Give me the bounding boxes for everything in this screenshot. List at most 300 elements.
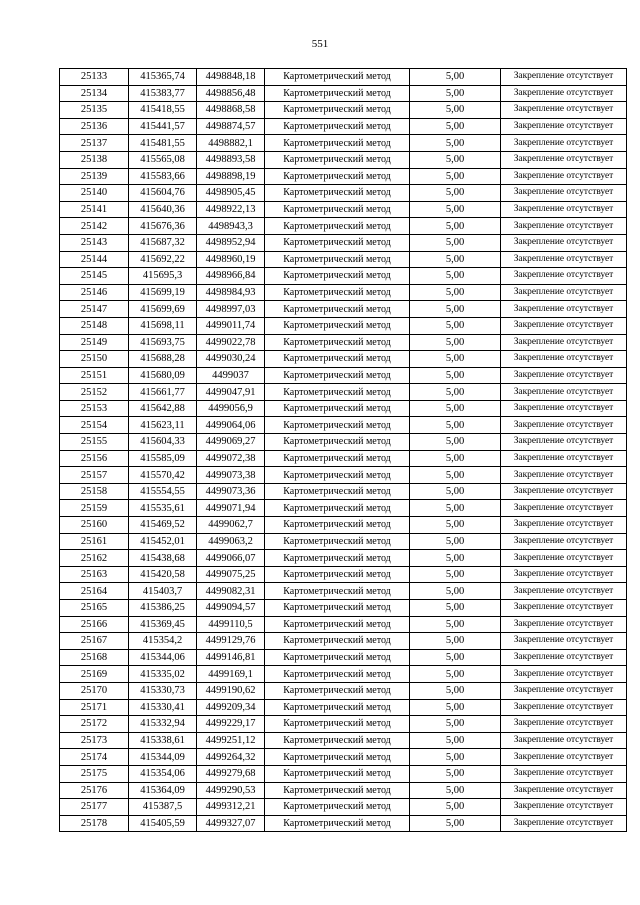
x-coordinate-cell: 415441,57 <box>129 118 197 135</box>
table-row <box>60 500 627 517</box>
fixing-description-cell: Закрепление отсутствует <box>501 682 627 699</box>
y-coordinate-cell: 4499229,17 <box>197 716 265 733</box>
table-row <box>60 400 627 417</box>
method-cell: Картометрический метод <box>265 102 410 119</box>
point-number-cell: 25178 <box>60 815 129 832</box>
method-cell: Картометрический метод <box>265 500 410 517</box>
point-number-cell: 25133 <box>60 69 129 86</box>
table-row <box>60 417 627 434</box>
x-coordinate-cell: 415565,08 <box>129 151 197 168</box>
method-cell: Картометрический метод <box>265 716 410 733</box>
accuracy-cell: 5,00 <box>410 384 501 401</box>
fixing-description-cell: Закрепление отсутствует <box>501 699 627 716</box>
fixing-description-cell: Закрепление отсутствует <box>501 85 627 102</box>
method-cell: Картометрический метод <box>265 334 410 351</box>
accuracy-cell: 5,00 <box>410 218 501 235</box>
table-row <box>60 268 627 285</box>
y-coordinate-cell: 4498848,18 <box>197 69 265 86</box>
method-cell: Картометрический метод <box>265 699 410 716</box>
x-coordinate-cell: 415418,55 <box>129 102 197 119</box>
fixing-description-cell: Закрепление отсутствует <box>501 168 627 185</box>
fixing-description-cell: Закрепление отсутствует <box>501 434 627 451</box>
point-number-cell: 25143 <box>60 234 129 251</box>
table-row <box>60 583 627 600</box>
y-coordinate-cell: 4498966,84 <box>197 268 265 285</box>
fixing-description-cell: Закрепление отсутствует <box>501 69 627 86</box>
point-number-cell: 25146 <box>60 284 129 301</box>
table-row <box>60 201 627 218</box>
table-row <box>60 69 627 86</box>
table-row <box>60 234 627 251</box>
accuracy-cell: 5,00 <box>410 782 501 799</box>
fixing-description-cell: Закрепление отсутствует <box>501 367 627 384</box>
point-number-cell: 25154 <box>60 417 129 434</box>
fixing-description-cell: Закрепление отсутствует <box>501 483 627 500</box>
accuracy-cell: 5,00 <box>410 168 501 185</box>
method-cell: Картометрический метод <box>265 749 410 766</box>
y-coordinate-cell: 4498868,58 <box>197 102 265 119</box>
method-cell: Картометрический метод <box>265 185 410 202</box>
fixing-description-cell: Закрепление отсутствует <box>501 583 627 600</box>
accuracy-cell: 5,00 <box>410 185 501 202</box>
accuracy-cell: 5,00 <box>410 234 501 251</box>
table-row <box>60 550 627 567</box>
accuracy-cell: 5,00 <box>410 367 501 384</box>
method-cell: Картометрический метод <box>265 517 410 534</box>
accuracy-cell: 5,00 <box>410 301 501 318</box>
method-cell: Картометрический метод <box>265 649 410 666</box>
table-row <box>60 749 627 766</box>
accuracy-cell: 5,00 <box>410 135 501 152</box>
point-number-cell: 25137 <box>60 135 129 152</box>
accuracy-cell: 5,00 <box>410 400 501 417</box>
accuracy-cell: 5,00 <box>410 334 501 351</box>
fixing-description-cell: Закрепление отсутствует <box>501 799 627 816</box>
point-number-cell: 25160 <box>60 517 129 534</box>
y-coordinate-cell: 4498922,13 <box>197 201 265 218</box>
method-cell: Картометрический метод <box>265 450 410 467</box>
y-coordinate-cell: 4499037 <box>197 367 265 384</box>
point-number-cell: 25138 <box>60 151 129 168</box>
fixing-description-cell: Закрепление отсутствует <box>501 351 627 368</box>
x-coordinate-cell: 415692,22 <box>129 251 197 268</box>
y-coordinate-cell: 4499279,68 <box>197 765 265 782</box>
x-coordinate-cell: 415570,42 <box>129 467 197 484</box>
y-coordinate-cell: 4499030,24 <box>197 351 265 368</box>
accuracy-cell: 5,00 <box>410 483 501 500</box>
table-row <box>60 384 627 401</box>
fixing-description-cell: Закрепление отсутствует <box>501 251 627 268</box>
table-row <box>60 151 627 168</box>
point-number-cell: 25175 <box>60 765 129 782</box>
table-row <box>60 815 627 832</box>
y-coordinate-cell: 4499129,76 <box>197 633 265 650</box>
method-cell: Картометрический метод <box>265 483 410 500</box>
table-row <box>60 102 627 119</box>
table-row <box>60 682 627 699</box>
table-row <box>60 135 627 152</box>
y-coordinate-cell: 4499110,5 <box>197 616 265 633</box>
x-coordinate-cell: 415354,2 <box>129 633 197 650</box>
point-number-cell: 25134 <box>60 85 129 102</box>
method-cell: Картометрический метод <box>265 583 410 600</box>
x-coordinate-cell: 415583,66 <box>129 168 197 185</box>
x-coordinate-cell: 415469,52 <box>129 517 197 534</box>
point-number-cell: 25135 <box>60 102 129 119</box>
y-coordinate-cell: 4498874,57 <box>197 118 265 135</box>
method-cell: Картометрический метод <box>265 799 410 816</box>
y-coordinate-cell: 4498984,93 <box>197 284 265 301</box>
fixing-description-cell: Закрепление отсутствует <box>501 533 627 550</box>
x-coordinate-cell: 415661,77 <box>129 384 197 401</box>
table-row <box>60 168 627 185</box>
x-coordinate-cell: 415535,61 <box>129 500 197 517</box>
table-row <box>60 799 627 816</box>
accuracy-cell: 5,00 <box>410 201 501 218</box>
y-coordinate-cell: 4499327,07 <box>197 815 265 832</box>
x-coordinate-cell: 415699,69 <box>129 301 197 318</box>
fixing-description-cell: Закрепление отсутствует <box>501 201 627 218</box>
accuracy-cell: 5,00 <box>410 251 501 268</box>
accuracy-cell: 5,00 <box>410 500 501 517</box>
method-cell: Картометрический метод <box>265 566 410 583</box>
accuracy-cell: 5,00 <box>410 799 501 816</box>
coordinates-table <box>59 68 627 832</box>
point-number-cell: 25167 <box>60 633 129 650</box>
point-number-cell: 25144 <box>60 251 129 268</box>
method-cell: Картометрический метод <box>265 765 410 782</box>
y-coordinate-cell: 4499047,91 <box>197 384 265 401</box>
x-coordinate-cell: 415386,25 <box>129 600 197 617</box>
y-coordinate-cell: 4498882,1 <box>197 135 265 152</box>
fixing-description-cell: Закрепление отсутствует <box>501 118 627 135</box>
method-cell: Картометрический метод <box>265 782 410 799</box>
table-row <box>60 666 627 683</box>
y-coordinate-cell: 4499069,27 <box>197 434 265 451</box>
fixing-description-cell: Закрепление отсутствует <box>501 732 627 749</box>
accuracy-cell: 5,00 <box>410 517 501 534</box>
x-coordinate-cell: 415420,58 <box>129 566 197 583</box>
x-coordinate-cell: 415698,11 <box>129 317 197 334</box>
y-coordinate-cell: 4499073,38 <box>197 467 265 484</box>
accuracy-cell: 5,00 <box>410 434 501 451</box>
y-coordinate-cell: 4498856,48 <box>197 85 265 102</box>
table-row <box>60 616 627 633</box>
table-row <box>60 317 627 334</box>
point-number-cell: 25158 <box>60 483 129 500</box>
x-coordinate-cell: 415405,59 <box>129 815 197 832</box>
accuracy-cell: 5,00 <box>410 533 501 550</box>
x-coordinate-cell: 415403,7 <box>129 583 197 600</box>
x-coordinate-cell: 415330,41 <box>129 699 197 716</box>
point-number-cell: 25147 <box>60 301 129 318</box>
x-coordinate-cell: 415687,32 <box>129 234 197 251</box>
table-row <box>60 301 627 318</box>
point-number-cell: 25155 <box>60 434 129 451</box>
method-cell: Картометрический метод <box>265 284 410 301</box>
table-row <box>60 533 627 550</box>
accuracy-cell: 5,00 <box>410 118 501 135</box>
accuracy-cell: 5,00 <box>410 616 501 633</box>
table-row <box>60 450 627 467</box>
fixing-description-cell: Закрепление отсутствует <box>501 185 627 202</box>
fixing-description-cell: Закрепление отсутствует <box>501 467 627 484</box>
point-number-cell: 25176 <box>60 782 129 799</box>
y-coordinate-cell: 4499066,07 <box>197 550 265 567</box>
y-coordinate-cell: 4498893,58 <box>197 151 265 168</box>
fixing-description-cell: Закрепление отсутствует <box>501 600 627 617</box>
x-coordinate-cell: 415680,09 <box>129 367 197 384</box>
fixing-description-cell: Закрепление отсутствует <box>501 268 627 285</box>
x-coordinate-cell: 415623,11 <box>129 417 197 434</box>
y-coordinate-cell: 4499022,78 <box>197 334 265 351</box>
point-number-cell: 25168 <box>60 649 129 666</box>
table-row <box>60 351 627 368</box>
y-coordinate-cell: 4499290,53 <box>197 782 265 799</box>
accuracy-cell: 5,00 <box>410 732 501 749</box>
x-coordinate-cell: 415330,73 <box>129 682 197 699</box>
method-cell: Картометрический метод <box>265 168 410 185</box>
method-cell: Картометрический метод <box>265 384 410 401</box>
fixing-description-cell: Закрепление отсутствует <box>501 417 627 434</box>
accuracy-cell: 5,00 <box>410 317 501 334</box>
method-cell: Картометрический метод <box>265 201 410 218</box>
point-number-cell: 25145 <box>60 268 129 285</box>
method-cell: Картометрический метод <box>265 151 410 168</box>
accuracy-cell: 5,00 <box>410 268 501 285</box>
point-number-cell: 25164 <box>60 583 129 600</box>
point-number-cell: 25156 <box>60 450 129 467</box>
method-cell: Картометрический метод <box>265 616 410 633</box>
y-coordinate-cell: 4499063,2 <box>197 533 265 550</box>
y-coordinate-cell: 4499082,31 <box>197 583 265 600</box>
y-coordinate-cell: 4499011,74 <box>197 317 265 334</box>
point-number-cell: 25151 <box>60 367 129 384</box>
point-number-cell: 25136 <box>60 118 129 135</box>
table-row <box>60 699 627 716</box>
accuracy-cell: 5,00 <box>410 85 501 102</box>
method-cell: Картометрический метод <box>265 633 410 650</box>
accuracy-cell: 5,00 <box>410 284 501 301</box>
fixing-description-cell: Закрепление отсутствует <box>501 749 627 766</box>
accuracy-cell: 5,00 <box>410 666 501 683</box>
x-coordinate-cell: 415335,02 <box>129 666 197 683</box>
x-coordinate-cell: 415354,06 <box>129 765 197 782</box>
table-row <box>60 716 627 733</box>
method-cell: Картометрический метод <box>265 218 410 235</box>
fixing-description-cell: Закрепление отсутствует <box>501 649 627 666</box>
accuracy-cell: 5,00 <box>410 69 501 86</box>
x-coordinate-cell: 415344,06 <box>129 649 197 666</box>
y-coordinate-cell: 4499169,1 <box>197 666 265 683</box>
x-coordinate-cell: 415693,75 <box>129 334 197 351</box>
fixing-description-cell: Закрепление отсутствует <box>501 400 627 417</box>
point-number-cell: 25140 <box>60 185 129 202</box>
y-coordinate-cell: 4499264,32 <box>197 749 265 766</box>
method-cell: Картометрический метод <box>265 467 410 484</box>
point-number-cell: 25163 <box>60 566 129 583</box>
fixing-description-cell: Закрепление отсутствует <box>501 616 627 633</box>
y-coordinate-cell: 4498952,94 <box>197 234 265 251</box>
table-row <box>60 782 627 799</box>
point-number-cell: 25170 <box>60 682 129 699</box>
x-coordinate-cell: 415452,01 <box>129 533 197 550</box>
method-cell: Картометрический метод <box>265 118 410 135</box>
point-number-cell: 25173 <box>60 732 129 749</box>
accuracy-cell: 5,00 <box>410 566 501 583</box>
x-coordinate-cell: 415438,68 <box>129 550 197 567</box>
table-row <box>60 367 627 384</box>
x-coordinate-cell: 415332,94 <box>129 716 197 733</box>
fixing-description-cell: Закрепление отсутствует <box>501 517 627 534</box>
x-coordinate-cell: 415369,45 <box>129 616 197 633</box>
accuracy-cell: 5,00 <box>410 649 501 666</box>
fixing-description-cell: Закрепление отсутствует <box>501 218 627 235</box>
table-row <box>60 218 627 235</box>
x-coordinate-cell: 415676,36 <box>129 218 197 235</box>
method-cell: Картометрический метод <box>265 600 410 617</box>
x-coordinate-cell: 415604,33 <box>129 434 197 451</box>
y-coordinate-cell: 4498997,03 <box>197 301 265 318</box>
accuracy-cell: 5,00 <box>410 467 501 484</box>
fixing-description-cell: Закрепление отсутствует <box>501 135 627 152</box>
x-coordinate-cell: 415642,88 <box>129 400 197 417</box>
method-cell: Картометрический метод <box>265 417 410 434</box>
method-cell: Картометрический метод <box>265 69 410 86</box>
point-number-cell: 25161 <box>60 533 129 550</box>
accuracy-cell: 5,00 <box>410 716 501 733</box>
point-number-cell: 25157 <box>60 467 129 484</box>
method-cell: Картометрический метод <box>265 268 410 285</box>
accuracy-cell: 5,00 <box>410 600 501 617</box>
accuracy-cell: 5,00 <box>410 550 501 567</box>
table-row <box>60 732 627 749</box>
method-cell: Картометрический метод <box>265 301 410 318</box>
y-coordinate-cell: 4499075,25 <box>197 566 265 583</box>
fixing-description-cell: Закрепление отсутствует <box>501 716 627 733</box>
y-coordinate-cell: 4499209,34 <box>197 699 265 716</box>
fixing-description-cell: Закрепление отсутствует <box>501 384 627 401</box>
table-row <box>60 185 627 202</box>
point-number-cell: 25139 <box>60 168 129 185</box>
coordinates-table-body <box>60 69 627 832</box>
y-coordinate-cell: 4499056,9 <box>197 400 265 417</box>
x-coordinate-cell: 415585,09 <box>129 450 197 467</box>
point-number-cell: 25149 <box>60 334 129 351</box>
table-row <box>60 85 627 102</box>
method-cell: Картометрический метод <box>265 400 410 417</box>
accuracy-cell: 5,00 <box>410 417 501 434</box>
point-number-cell: 25166 <box>60 616 129 633</box>
method-cell: Картометрический метод <box>265 732 410 749</box>
accuracy-cell: 5,00 <box>410 682 501 699</box>
point-number-cell: 25142 <box>60 218 129 235</box>
table-row <box>60 649 627 666</box>
x-coordinate-cell: 415387,5 <box>129 799 197 816</box>
point-number-cell: 25152 <box>60 384 129 401</box>
point-number-cell: 25177 <box>60 799 129 816</box>
x-coordinate-cell: 415344,09 <box>129 749 197 766</box>
method-cell: Картометрический метод <box>265 351 410 368</box>
fixing-description-cell: Закрепление отсутствует <box>501 301 627 318</box>
fixing-description-cell: Закрепление отсутствует <box>501 633 627 650</box>
accuracy-cell: 5,00 <box>410 699 501 716</box>
accuracy-cell: 5,00 <box>410 749 501 766</box>
fixing-description-cell: Закрепление отсутствует <box>501 815 627 832</box>
x-coordinate-cell: 415338,61 <box>129 732 197 749</box>
accuracy-cell: 5,00 <box>410 583 501 600</box>
point-number-cell: 25171 <box>60 699 129 716</box>
point-number-cell: 25150 <box>60 351 129 368</box>
accuracy-cell: 5,00 <box>410 151 501 168</box>
table-row <box>60 334 627 351</box>
fixing-description-cell: Закрепление отсутствует <box>501 566 627 583</box>
point-number-cell: 25141 <box>60 201 129 218</box>
y-coordinate-cell: 4499146,81 <box>197 649 265 666</box>
y-coordinate-cell: 4499094,57 <box>197 600 265 617</box>
y-coordinate-cell: 4499251,12 <box>197 732 265 749</box>
table-row <box>60 284 627 301</box>
fixing-description-cell: Закрепление отсутствует <box>501 102 627 119</box>
y-coordinate-cell: 4499062,7 <box>197 517 265 534</box>
method-cell: Картометрический метод <box>265 533 410 550</box>
x-coordinate-cell: 415640,36 <box>129 201 197 218</box>
x-coordinate-cell: 415604,76 <box>129 185 197 202</box>
page-number: 551 <box>311 38 329 50</box>
y-coordinate-cell: 4499073,36 <box>197 483 265 500</box>
table-row <box>60 118 627 135</box>
method-cell: Картометрический метод <box>265 135 410 152</box>
table-row <box>60 251 627 268</box>
table-row <box>60 483 627 500</box>
fixing-description-cell: Закрепление отсутствует <box>501 284 627 301</box>
x-coordinate-cell: 415481,55 <box>129 135 197 152</box>
table-row <box>60 434 627 451</box>
accuracy-cell: 5,00 <box>410 102 501 119</box>
x-coordinate-cell: 415699,19 <box>129 284 197 301</box>
point-number-cell: 25148 <box>60 317 129 334</box>
fixing-description-cell: Закрепление отсутствует <box>501 550 627 567</box>
fixing-description-cell: Закрепление отсутствует <box>501 666 627 683</box>
table-row <box>60 765 627 782</box>
y-coordinate-cell: 4498943,3 <box>197 218 265 235</box>
method-cell: Картометрический метод <box>265 234 410 251</box>
y-coordinate-cell: 4498905,45 <box>197 185 265 202</box>
table-row <box>60 633 627 650</box>
method-cell: Картометрический метод <box>265 317 410 334</box>
method-cell: Картометрический метод <box>265 251 410 268</box>
y-coordinate-cell: 4499072,38 <box>197 450 265 467</box>
accuracy-cell: 5,00 <box>410 633 501 650</box>
fixing-description-cell: Закрепление отсутствует <box>501 765 627 782</box>
method-cell: Картометрический метод <box>265 550 410 567</box>
point-number-cell: 25162 <box>60 550 129 567</box>
y-coordinate-cell: 4498960,19 <box>197 251 265 268</box>
table-row <box>60 566 627 583</box>
point-number-cell: 25165 <box>60 600 129 617</box>
method-cell: Картометрический метод <box>265 682 410 699</box>
x-coordinate-cell: 415364,09 <box>129 782 197 799</box>
method-cell: Картометрический метод <box>265 367 410 384</box>
fixing-description-cell: Закрепление отсутствует <box>501 334 627 351</box>
point-number-cell: 25159 <box>60 500 129 517</box>
fixing-description-cell: Закрепление отсутствует <box>501 782 627 799</box>
point-number-cell: 25169 <box>60 666 129 683</box>
y-coordinate-cell: 4498898,19 <box>197 168 265 185</box>
y-coordinate-cell: 4499064,06 <box>197 417 265 434</box>
fixing-description-cell: Закрепление отсутствует <box>501 151 627 168</box>
accuracy-cell: 5,00 <box>410 765 501 782</box>
